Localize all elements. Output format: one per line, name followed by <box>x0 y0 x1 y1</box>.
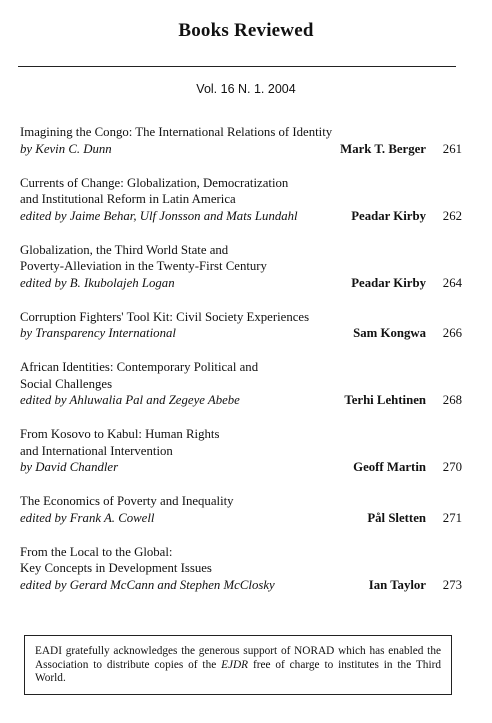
acknowledgement-box <box>24 635 452 695</box>
book-title-line: Currents of Change: Globalization, Democratization <box>20 175 289 190</box>
acknowledgement-text: EADI gratefully acknowledges the generous support of NORAD which has enabled the Association to distribute copies of the <box>35 645 441 671</box>
byline-row <box>20 208 462 225</box>
book-title-line: Key Concepts in Development Issues <box>20 561 212 575</box>
book-authors: edited by Ahluwalia Pal and Zegeye Abebe <box>20 393 240 407</box>
byline-row <box>20 275 462 292</box>
reviewer-name: Terhi Lehtinen <box>344 393 426 407</box>
reviewer-name: Geoff Martin <box>353 460 426 474</box>
page-number: 264 <box>442 275 462 290</box>
book-title-line: African Identities: Contemporary Political and <box>20 360 259 374</box>
book-authors: by Kevin C. Dunn <box>20 141 112 156</box>
book-authors: edited by Gerard McCann and Stephen McClosky <box>20 577 275 592</box>
page-title: Books Reviewed <box>178 20 314 41</box>
book-title-line: From Kosovo to Kabul: Human Rights <box>20 427 220 441</box>
page-number: 262 <box>442 208 462 223</box>
page-number: 261 <box>442 141 462 156</box>
review-entry <box>20 175 462 225</box>
book-title-line: and International Intervention <box>20 443 173 458</box>
page-number: 266 <box>442 326 462 340</box>
book-title-line: and Institutional Reform in Latin America <box>20 192 236 206</box>
reviewer-name: Sam Kongwa <box>353 326 426 340</box>
journal-abbreviation: EJDR <box>221 658 249 671</box>
book-authors: edited by B. Ikubolajeh Logan <box>20 275 175 290</box>
acknowledgement-text-end: free of charge to institutes in the Third World. <box>35 658 441 685</box>
reviewer-name: Ian Taylor <box>368 577 426 592</box>
book-title-line: Corruption Fighters' Tool Kit: Civil Society Experiences <box>20 309 310 324</box>
review-entry <box>20 359 462 409</box>
book-title-line: From the Local to the Global: <box>20 544 173 559</box>
review-list <box>20 124 462 611</box>
volume-info: Vol. 16 N. 1. 2004 <box>196 82 296 96</box>
book-title-line: Social Challenges <box>20 376 113 391</box>
review-entry <box>20 544 462 594</box>
review-entry <box>20 426 462 476</box>
review-entry <box>20 124 462 157</box>
book-authors: by David Chandler <box>20 460 119 474</box>
header-divider <box>18 66 456 67</box>
byline-row <box>20 325 462 342</box>
byline-row <box>20 459 462 476</box>
book-title-line: Globalization, the Third World State and <box>20 242 229 257</box>
page-number: 273 <box>442 577 462 592</box>
reviewer-name: Mark T. Berger <box>340 141 426 156</box>
review-entry <box>20 493 462 526</box>
reviewer-name: Peadar Kirby <box>351 275 426 290</box>
review-entry <box>20 242 462 292</box>
byline-row <box>20 141 462 158</box>
reviewer-name: Peadar Kirby <box>351 208 426 223</box>
book-authors: edited by Jaime Behar, Ulf Jonsson and Mats Lundahl <box>20 208 298 223</box>
book-title-line: Imagining the Congo: The International Relations of Identity <box>20 125 333 139</box>
book-title-line: Poverty-Alleviation in the Twenty-First Century <box>20 259 267 273</box>
byline-row <box>20 510 462 527</box>
page-number: 270 <box>442 460 462 474</box>
byline-row <box>20 392 462 409</box>
book-authors: edited by Frank A. Cowell <box>20 510 155 525</box>
reviewer-name: Pål Sletten <box>367 510 426 525</box>
page-number: 271 <box>442 510 462 525</box>
page-number: 268 <box>442 393 462 407</box>
book-authors: by Transparency International <box>20 326 176 340</box>
review-entry <box>20 309 462 342</box>
book-title-line: The Economics of Poverty and Inequality <box>20 494 234 508</box>
byline-row <box>20 577 462 594</box>
